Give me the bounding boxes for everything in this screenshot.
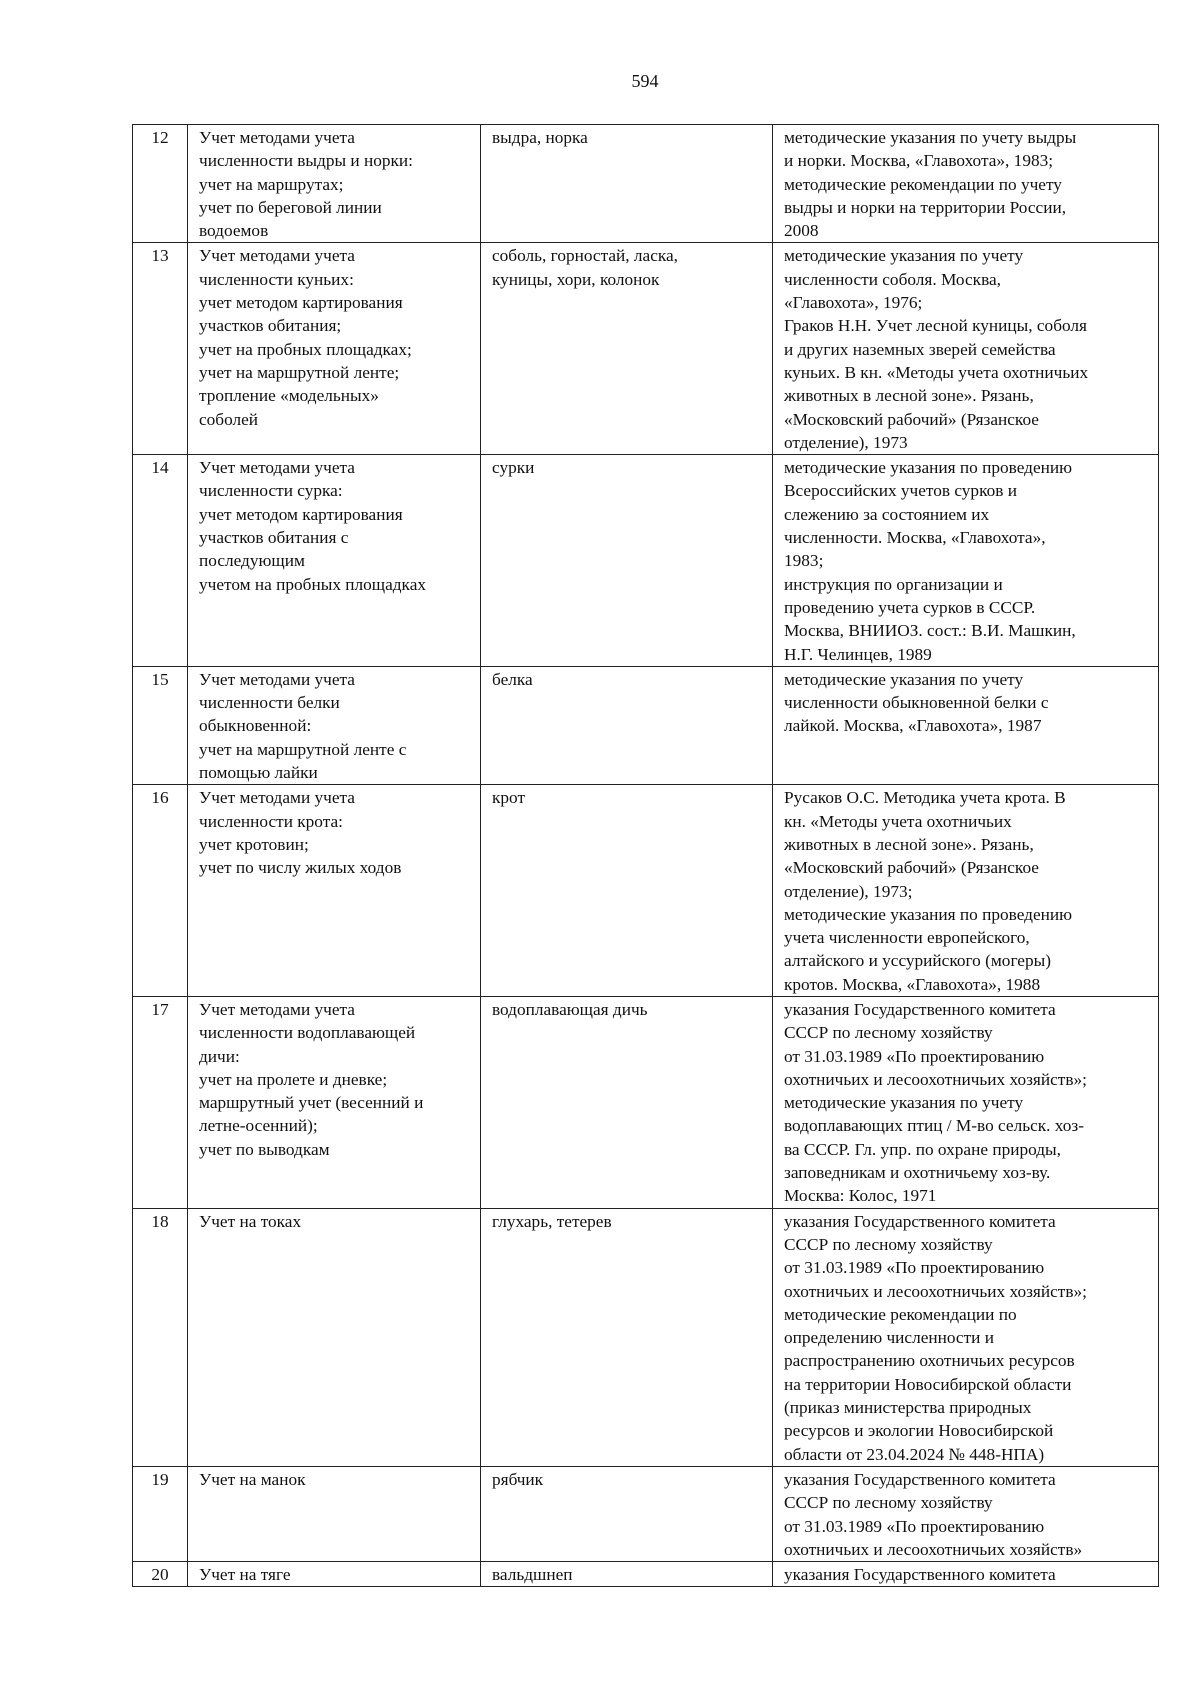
table-row (133, 243, 1159, 455)
method-cell: Учет методами учета численности крота: учет кротовин; учет по числу жилых ходов (188, 785, 481, 997)
table-row (133, 1208, 1159, 1466)
page-number: 594 (631, 71, 659, 91)
source-cell: указания Государственного комитета СССР по лесному хозяйству от 31.03.1989 «По проектированию охотничьих и лесоохотничьих хозяйств» (773, 1466, 1159, 1561)
row-number: 18 (133, 1208, 188, 1466)
row-number: 19 (133, 1466, 188, 1561)
method-cell: Учет методами учета численности водоплавающей дичи: учет на пролете и дневке; маршрутный учет (весенний и летне-осенний); учет по выводкам (188, 996, 481, 1208)
table-row (133, 125, 1159, 243)
method-cell: Учет на токах (188, 1208, 481, 1466)
row-number: 14 (133, 455, 188, 667)
species-cell: рябчик (481, 1466, 773, 1561)
row-number: 20 (133, 1562, 188, 1587)
table-row (133, 666, 1159, 784)
source-cell: методические указания по учету численности соболя. Москва, «Главохота», 1976; Граков Н.Н. Учет лесной куницы, соболя и других наземных зверей семейства куньих. В кн. «Методы учета охотничьих животных в лесной зоне». Рязань, «Московский рабочий» (Рязанское отделение), 1973 (773, 243, 1159, 455)
species-cell: сурки (481, 455, 773, 667)
method-cell: Учет на манок (188, 1466, 481, 1561)
source-cell: указания Государственного комитета СССР по лесному хозяйству от 31.03.1989 «По проектированию охотничьих и лесоохотничьих хозяйств»; методические рекомендации по определению численности и распространению охотничьих ресурсов на территории Новосибирской области (приказ министерства природных ресурсов и экологии Новосибирской области от 23.04.2024 № 448-НПА) (773, 1208, 1159, 1466)
method-cell: Учет методами учета численности белки обыкновенной: учет на маршрутной ленте с помощью лайки (188, 666, 481, 784)
source-cell: методические указания по проведению Всероссийских учетов сурков и слежению за состоянием их численности. Москва, «Главохота», 1983; инструкция по организации и проведению учета сурков в СССР. Москва, ВНИИОЗ. сост.: В.И. Машкин, Н.Г. Челинцев, 1989 (773, 455, 1159, 667)
method-cell: Учет методами учета численности выдры и норки: учет на маршрутах; учет по береговой линии водоемов (188, 125, 481, 243)
row-number: 13 (133, 243, 188, 455)
table-row (133, 1466, 1159, 1561)
row-number: 15 (133, 666, 188, 784)
methods-table (132, 124, 1159, 1587)
method-cell: Учет методами учета численности куньих: учет методом картирования участков обитания; учет на пробных площадках; учет на маршрутной ленте; тропление «модельных» соболей (188, 243, 481, 455)
row-number: 12 (133, 125, 188, 243)
species-cell: вальдшнеп (481, 1562, 773, 1587)
method-cell: Учет на тяге (188, 1562, 481, 1587)
row-number: 16 (133, 785, 188, 997)
source-cell: указания Государственного комитета (773, 1562, 1159, 1587)
row-number: 17 (133, 996, 188, 1208)
source-cell: методические указания по учету численности обыкновенной белки с лайкой. Москва, «Главохота», 1987 (773, 666, 1159, 784)
source-cell: методические указания по учету выдры и норки. Москва, «Главохота», 1983; методические рекомендации по учету выдры и норки на территории России, 2008 (773, 125, 1159, 243)
species-cell: крот (481, 785, 773, 997)
species-cell: водоплавающая дичь (481, 996, 773, 1208)
table-row (133, 785, 1159, 997)
source-cell: указания Государственного комитета СССР по лесному хозяйству от 31.03.1989 «По проектированию охотничьих и лесоохотничьих хозяйств»; методические указания по учету водоплавающих птиц / М-во сельск. хоз- ва СССР. Гл. упр. по охране природы, заповедникам и охотничьему хоз-ву. Москва: Колос, 1971 (773, 996, 1159, 1208)
table-row (133, 455, 1159, 667)
species-cell: глухарь, тетерев (481, 1208, 773, 1466)
method-cell: Учет методами учета численности сурка: учет методом картирования участков обитания с последующим учетом на пробных площадках (188, 455, 481, 667)
species-cell: соболь, горностай, ласка, куницы, хори, колонок (481, 243, 773, 455)
table-body (133, 125, 1159, 1587)
species-cell: белка (481, 666, 773, 784)
table-row (133, 1562, 1159, 1587)
source-cell: Русаков О.С. Методика учета крота. В кн. «Методы учета охотничьих животных в лесной зоне». Рязань, «Московский рабочий» (Рязанское отделение), 1973; методические указания по проведению учета численности европейского, алтайского и уссурийского (могеры) кротов. Москва, «Главохота», 1988 (773, 785, 1159, 997)
table-row (133, 996, 1159, 1208)
species-cell: выдра, норка (481, 125, 773, 243)
